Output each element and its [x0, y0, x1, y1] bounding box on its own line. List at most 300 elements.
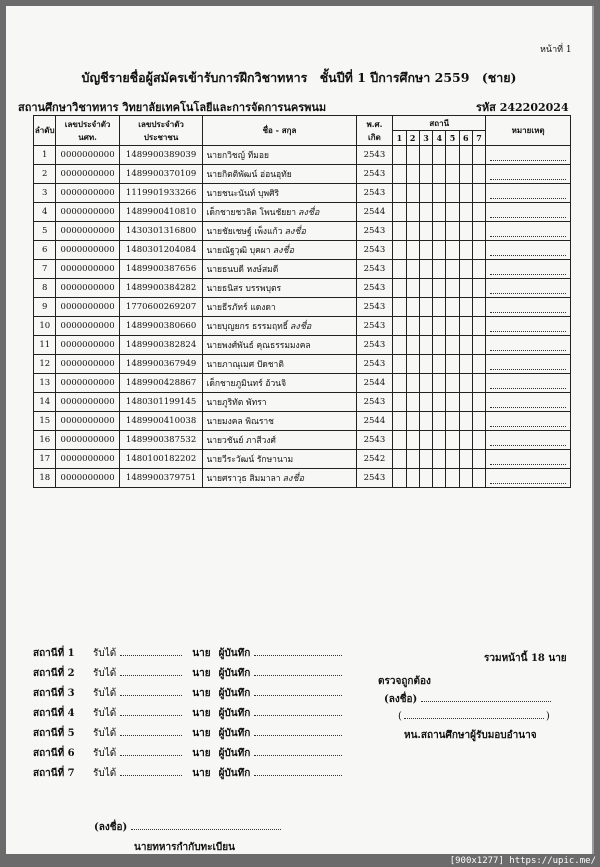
received-label: รับได้	[93, 748, 117, 759]
station-5-cell	[446, 393, 459, 412]
header-station: สถานี	[393, 116, 486, 131]
count-dots	[120, 695, 182, 696]
unit-label: นาย	[192, 708, 211, 719]
station-1-cell	[393, 260, 406, 279]
station-5-cell	[446, 298, 459, 317]
table-row	[34, 431, 571, 450]
station-recorder-line	[33, 646, 342, 661]
citizen-id-cell: 1489900384282	[119, 279, 203, 298]
station-1-cell	[393, 146, 406, 165]
station-4-cell	[433, 317, 446, 336]
station-7-cell	[472, 393, 485, 412]
station-1-cell	[393, 222, 406, 241]
registrar-signature-line	[94, 820, 281, 835]
header-birth-2: เกิด	[368, 131, 381, 142]
verifier-name-line	[398, 711, 550, 722]
birth-year-cell: 2544	[356, 412, 393, 431]
station-2-cell	[406, 203, 419, 222]
station-1-cell	[393, 203, 406, 222]
row-number: 14	[34, 393, 56, 412]
station-2-cell	[406, 469, 419, 488]
station-2-cell	[406, 165, 419, 184]
row-number: 18	[34, 469, 56, 488]
name-cell	[203, 146, 356, 165]
military-id-cell: 0000000000	[56, 222, 119, 241]
station-2-cell	[406, 450, 419, 469]
station-7-cell	[472, 298, 485, 317]
name-cell	[203, 412, 356, 431]
remark-cell	[486, 184, 571, 203]
citizen-id-cell: 1489900367949	[119, 355, 203, 374]
birth-year-cell: 2543	[356, 165, 393, 184]
name-dots	[404, 718, 544, 719]
citizen-id-cell: 1489900382824	[119, 336, 203, 355]
military-id-cell: 0000000000	[56, 203, 119, 222]
row-number: 2	[34, 165, 56, 184]
station-7-cell	[472, 431, 485, 450]
station-6-cell	[459, 412, 472, 431]
station-1-cell	[393, 184, 406, 203]
station-6-cell	[459, 431, 472, 450]
remark-line	[490, 150, 566, 161]
military-id-cell: 0000000000	[56, 260, 119, 279]
table-row	[34, 374, 571, 393]
row-number: 1	[34, 146, 56, 165]
station-7-cell	[472, 450, 485, 469]
name-cell	[203, 355, 356, 374]
remark-line	[490, 454, 566, 465]
military-id-cell: 0000000000	[56, 241, 119, 260]
station-2-cell	[406, 431, 419, 450]
station-1-cell	[393, 469, 406, 488]
station-3-cell	[419, 165, 432, 184]
remark-line	[490, 264, 566, 275]
document-title	[6, 68, 592, 88]
station-7-cell	[472, 279, 485, 298]
birth-year-cell: 2543	[356, 260, 393, 279]
station-6-cell	[459, 298, 472, 317]
name-cell	[203, 203, 356, 222]
station-2-cell	[406, 146, 419, 165]
station-3-cell	[419, 317, 432, 336]
row-number: 12	[34, 355, 56, 374]
station-6-cell	[459, 355, 472, 374]
station-1-cell	[393, 450, 406, 469]
remark-cell	[486, 298, 571, 317]
citizen-id-cell: 1489900379751	[119, 469, 203, 488]
station-2-cell	[406, 336, 419, 355]
station-4-cell	[433, 431, 446, 450]
student-name: นายธีรภัทร์ แดงดา	[206, 303, 276, 313]
station-5-cell	[446, 374, 459, 393]
recorder-dots	[254, 695, 342, 696]
row-number: 16	[34, 431, 56, 450]
recorder-dots	[254, 655, 342, 656]
school-code	[476, 98, 569, 116]
handwritten-signature: ลงชื่อ	[289, 322, 312, 332]
station-recorder-line	[33, 706, 342, 721]
station-2-cell	[406, 222, 419, 241]
station-5-cell	[446, 431, 459, 450]
station-3-cell	[419, 431, 432, 450]
station-6-cell	[459, 393, 472, 412]
station-5-cell	[446, 450, 459, 469]
row-number: 13	[34, 374, 56, 393]
military-id-cell: 0000000000	[56, 431, 119, 450]
count-dots	[120, 655, 182, 656]
name-cell	[203, 279, 356, 298]
remark-line	[490, 435, 566, 446]
birth-year-cell: 2543	[356, 431, 393, 450]
citizen-id-cell: 1489900380660	[119, 317, 203, 336]
recorder-label: ผู้บันทึก	[218, 768, 251, 779]
station-6-cell	[459, 165, 472, 184]
total-label: รวมหน้านี้	[484, 653, 528, 664]
station-2-cell	[406, 184, 419, 203]
remark-line	[490, 169, 566, 180]
station-7-cell	[472, 374, 485, 393]
birth-year-cell: 2543	[356, 298, 393, 317]
remark-line	[490, 245, 566, 256]
remark-cell	[486, 203, 571, 222]
station-4-cell	[433, 393, 446, 412]
unit-label: นาย	[192, 668, 211, 679]
station-5-cell	[446, 317, 459, 336]
student-name: นายมงคล พิณราช	[206, 417, 274, 427]
header-citizen-id	[119, 116, 203, 146]
row-number: 7	[34, 260, 56, 279]
birth-year-cell: 2543	[356, 317, 393, 336]
header-station-6: 6	[459, 131, 472, 146]
remark-line	[490, 188, 566, 199]
table-row	[34, 279, 571, 298]
station-label: สถานีที่ 5	[33, 728, 75, 739]
count-dots	[120, 775, 182, 776]
station-label: สถานีที่ 3	[33, 688, 75, 699]
student-name: นายศราวุธ สิมมาลา	[206, 474, 281, 484]
citizen-id-cell: 1430301316800	[119, 222, 203, 241]
military-id-cell: 0000000000	[56, 146, 119, 165]
station-4-cell	[433, 146, 446, 165]
station-6-cell	[459, 146, 472, 165]
count-dots	[120, 755, 182, 756]
table-row	[34, 412, 571, 431]
received-label: รับได้	[93, 688, 117, 699]
name-cell	[203, 393, 356, 412]
header-no: ลำดับ	[34, 116, 56, 146]
row-number: 4	[34, 203, 56, 222]
received-label: รับได้	[93, 648, 117, 659]
station-4-cell	[433, 279, 446, 298]
code-label: รหัส	[476, 101, 496, 114]
remark-cell	[486, 222, 571, 241]
station-3-cell	[419, 203, 432, 222]
military-id-cell: 0000000000	[56, 450, 119, 469]
table-row	[34, 469, 571, 488]
military-id-cell: 0000000000	[56, 279, 119, 298]
table-row	[34, 165, 571, 184]
name-cell	[203, 336, 356, 355]
name-cell	[203, 184, 356, 203]
page-total	[484, 651, 567, 666]
station-3-cell	[419, 450, 432, 469]
table-row	[34, 203, 571, 222]
name-cell	[203, 298, 356, 317]
citizen-id-cell: 1480301204084	[119, 241, 203, 260]
code-value: 242202024	[499, 101, 569, 114]
station-7-cell	[472, 260, 485, 279]
station-1-cell	[393, 431, 406, 450]
table-row	[34, 146, 571, 165]
row-number: 15	[34, 412, 56, 431]
row-number: 10	[34, 317, 56, 336]
station-7-cell	[472, 146, 485, 165]
station-7-cell	[472, 317, 485, 336]
station-4-cell	[433, 412, 446, 431]
header-name: ชื่อ - สกุล	[203, 116, 356, 146]
remark-line	[490, 378, 566, 389]
recorder-dots	[254, 755, 342, 756]
station-6-cell	[459, 317, 472, 336]
title-gender: (ชาย)	[481, 70, 517, 85]
header-station-3: 3	[419, 131, 432, 146]
unit-label: นาย	[192, 648, 211, 659]
table-row	[34, 393, 571, 412]
table-row	[34, 184, 571, 203]
station-1-cell	[393, 336, 406, 355]
station-5-cell	[446, 260, 459, 279]
station-4-cell	[433, 298, 446, 317]
station-7-cell	[472, 184, 485, 203]
remark-cell	[486, 412, 571, 431]
station-2-cell	[406, 374, 419, 393]
birth-year-cell: 2543	[356, 355, 393, 374]
station-1-cell	[393, 165, 406, 184]
header-citizen-id-1: เลขประจำตัว	[138, 118, 184, 129]
birth-year-cell: 2544	[356, 374, 393, 393]
remark-line	[490, 416, 566, 427]
citizen-id-cell: 1489900387656	[119, 260, 203, 279]
remark-cell	[486, 393, 571, 412]
header-station-5: 5	[446, 131, 459, 146]
birth-year-cell: 2543	[356, 279, 393, 298]
table-row	[34, 260, 571, 279]
station-4-cell	[433, 222, 446, 241]
student-name: นายพงศ์พันธ์ คุณธรรมมงคล	[206, 341, 311, 351]
row-number: 6	[34, 241, 56, 260]
recorder-label: ผู้บันทึก	[218, 648, 251, 659]
station-6-cell	[459, 469, 472, 488]
military-id-cell: 0000000000	[56, 298, 119, 317]
total-value: 18	[530, 653, 545, 664]
station-2-cell	[406, 355, 419, 374]
remark-line	[490, 302, 566, 313]
student-name: นายชัยเชษฐ์ เพ็งแก้ว	[206, 227, 283, 237]
received-label: รับได้	[93, 668, 117, 679]
student-name: นายภูริทัต พัทรา	[206, 398, 267, 408]
remark-cell	[486, 355, 571, 374]
remark-line	[490, 359, 566, 370]
remark-cell	[486, 279, 571, 298]
station-3-cell	[419, 146, 432, 165]
station-1-cell	[393, 412, 406, 431]
header-station-7: 7	[472, 131, 485, 146]
remark-line	[490, 207, 566, 218]
military-id-cell: 0000000000	[56, 393, 119, 412]
remark-cell	[486, 336, 571, 355]
remark-line	[490, 340, 566, 351]
count-dots	[120, 675, 182, 676]
recorder-dots	[254, 775, 342, 776]
remark-line	[490, 397, 566, 408]
table-row	[34, 241, 571, 260]
header-military-id-1: เลขประจำตัว	[64, 118, 111, 129]
title-level: ชั้นปีที่ 1 ปีการศึกษา 2559	[319, 70, 470, 85]
remark-cell	[486, 317, 571, 336]
station-5-cell	[446, 279, 459, 298]
count-dots	[120, 735, 182, 736]
remark-cell	[486, 165, 571, 184]
handwritten-signature: ลงชื่อ	[272, 246, 295, 256]
station-1-cell	[393, 317, 406, 336]
birth-year-cell: 2542	[356, 450, 393, 469]
recorder-dots	[254, 735, 342, 736]
row-number: 9	[34, 298, 56, 317]
student-name: นายชนะนันท์ บุพศิริ	[206, 189, 280, 199]
station-7-cell	[472, 203, 485, 222]
row-number: 3	[34, 184, 56, 203]
recorder-label: ผู้บันทึก	[218, 668, 251, 679]
station-3-cell	[419, 298, 432, 317]
recorder-label: ผู้บันทึก	[218, 728, 251, 739]
military-id-cell: 0000000000	[56, 469, 119, 488]
station-4-cell	[433, 203, 446, 222]
title-text: บัญชีรายชื่อผู้สมัครเข้ารับการฝึกวิชาทหาร	[81, 70, 308, 85]
station-5-cell	[446, 203, 459, 222]
station-2-cell	[406, 279, 419, 298]
station-4-cell	[433, 260, 446, 279]
student-name: นายบุญยกร ธรรมฤทธิ์	[206, 322, 288, 332]
birth-year-cell: 2544	[356, 203, 393, 222]
name-cell	[203, 317, 356, 336]
station-recorder-line	[33, 746, 342, 761]
station-3-cell	[419, 241, 432, 260]
unit-label: นาย	[192, 728, 211, 739]
name-cell	[203, 450, 356, 469]
header-military-id	[56, 116, 119, 146]
station-5-cell	[446, 222, 459, 241]
recorder-label: ผู้บันทึก	[218, 748, 251, 759]
station-2-cell	[406, 260, 419, 279]
citizen-id-cell: 1119901933266	[119, 184, 203, 203]
station-5-cell	[446, 241, 459, 260]
birth-year-cell: 2543	[356, 393, 393, 412]
station-3-cell	[419, 222, 432, 241]
header-citizen-id-2: ประชาชน	[143, 131, 179, 142]
unit-label: นาย	[192, 768, 211, 779]
station-5-cell	[446, 355, 459, 374]
verified-label: ตรวจถูกต้อง	[378, 676, 431, 687]
citizen-id-cell: 1770600269207	[119, 298, 203, 317]
military-id-cell: 0000000000	[56, 184, 119, 203]
signature-dots	[421, 701, 551, 702]
station-5-cell	[446, 469, 459, 488]
station-1-cell	[393, 279, 406, 298]
station-5-cell	[446, 184, 459, 203]
registrar-sign-label: (ลงชื่อ)	[94, 822, 128, 833]
recorder-dots	[254, 675, 342, 676]
image-footer: [900x1277] https://upic.me/	[449, 856, 596, 866]
header-station-1: 1	[393, 131, 406, 146]
citizen-id-cell: 1489900389039	[119, 146, 203, 165]
station-3-cell	[419, 184, 432, 203]
unit-label: นาย	[192, 688, 211, 699]
birth-year-cell: 2543	[356, 336, 393, 355]
station-7-cell	[472, 222, 485, 241]
station-6-cell	[459, 450, 472, 469]
registrar-title: นายทหารกำกับทะเบียน	[134, 842, 235, 853]
student-name: นายวชันย์ ภาสีวงศ์	[206, 436, 276, 446]
remark-cell	[486, 241, 571, 260]
name-cell	[203, 260, 356, 279]
header-birth-year	[356, 116, 393, 146]
name-cell	[203, 374, 356, 393]
station-3-cell	[419, 279, 432, 298]
header-birth-1: พ.ศ.	[366, 118, 383, 129]
table-row	[34, 355, 571, 374]
table-row	[34, 336, 571, 355]
remark-line	[490, 226, 566, 237]
table-row	[34, 450, 571, 469]
station-label: สถานีที่ 4	[33, 708, 75, 719]
name-cell	[203, 222, 356, 241]
remark-cell	[486, 374, 571, 393]
citizen-id-cell: 1489900370109	[119, 165, 203, 184]
handwritten-signature: ลงชื่อ	[282, 474, 304, 484]
header-remark: หมายเหตุ	[486, 116, 571, 146]
recorder-dots	[254, 715, 342, 716]
unit-label: นาย	[192, 748, 211, 759]
station-3-cell	[419, 336, 432, 355]
name-cell	[203, 469, 356, 488]
recorder-label: ผู้บันทึก	[218, 708, 251, 719]
station-1-cell	[393, 355, 406, 374]
station-3-cell	[419, 260, 432, 279]
table-row	[34, 317, 571, 336]
station-6-cell	[459, 260, 472, 279]
citizen-id-cell: 1480100182202	[119, 450, 203, 469]
station-4-cell	[433, 165, 446, 184]
station-4-cell	[433, 374, 446, 393]
station-3-cell	[419, 355, 432, 374]
student-name: นายธนิสร บรรพบุตร	[206, 284, 282, 294]
student-name: นายธนบดี หงษ์สมดี	[206, 265, 279, 275]
station-recorder-line	[33, 726, 342, 741]
station-4-cell	[433, 469, 446, 488]
page-number: หน้าที่ 1	[540, 45, 572, 55]
station-6-cell	[459, 184, 472, 203]
station-label: สถานีที่ 7	[33, 768, 75, 779]
station-1-cell	[393, 241, 406, 260]
remark-cell	[486, 146, 571, 165]
military-id-cell: 0000000000	[56, 374, 119, 393]
station-recorder-line	[33, 766, 342, 781]
station-4-cell	[433, 355, 446, 374]
name-cell	[203, 431, 356, 450]
row-number: 8	[34, 279, 56, 298]
remark-cell	[486, 450, 571, 469]
station-4-cell	[433, 184, 446, 203]
